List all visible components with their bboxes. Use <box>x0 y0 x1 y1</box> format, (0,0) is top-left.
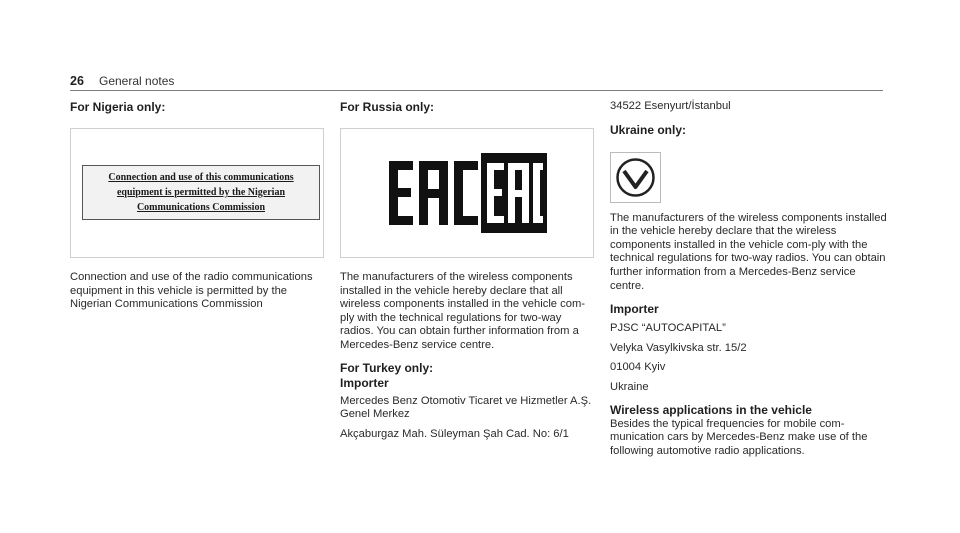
nigeria-notice-line: equipment is permitted by the Nigerian <box>116 187 286 198</box>
turkey-importer-address: Akçaburgaz Mah. Süleyman Şah Cad. No: 6/1 <box>340 427 569 440</box>
turkey-heading: For Turkey only: <box>340 360 434 375</box>
section-title: General notes <box>99 74 175 88</box>
wireless-text: Besides the typical frequencies for mobile com-munication cars by Mercedes-Benz make use of the following automotive radio applications. <box>610 417 868 457</box>
ukraine-importer-line: 01004 Kyiv <box>610 361 666 374</box>
ukraine-importer-heading: Importer <box>610 302 659 317</box>
wireless-heading: Wireless applications in the vehicle <box>610 402 812 417</box>
ukraine-heading: Ukraine only: <box>610 122 687 137</box>
ukraine-mark-image <box>610 152 661 203</box>
ukraine-importer-line: Ukraine <box>610 380 649 393</box>
eac-mark-image <box>340 128 594 258</box>
turkey-importer-heading: Importer <box>340 375 389 390</box>
column-russia <box>340 100 594 441</box>
eac-certification-mark-icon <box>389 153 547 233</box>
turkey-importer-name: Mercedes Benz Otomotiv Ticaret ve Hizmetler A.Ş. Genel Merkez <box>340 394 592 421</box>
column-ukraine <box>610 100 890 458</box>
ukraine-conformity-mark-icon <box>615 157 656 198</box>
nigeria-notice-line: Connection and use of this communications <box>108 172 294 183</box>
ukraine-importer-line: PJSC “AUTOCAPITAL” <box>610 322 726 335</box>
header-rule <box>70 90 883 91</box>
turkey-address-continued: 34522 Esenyurt/İstanbul <box>610 100 731 112</box>
ukraine-importer-line: Velyka Vasylkivska str. 15/2 <box>610 341 747 354</box>
column-nigeria <box>70 100 324 312</box>
ukraine-text: The manufacturers of the wireless components installed in the vehicle hereby declare that the wireless components installed in the vehicle com-ply with the technical regulations for two-way radios. You can obtain further information from a Mercedes-Benz service centre. <box>610 211 887 292</box>
nigeria-notice-image <box>70 128 324 258</box>
nigeria-text: Connection and use of the radio communications equipment in this vehicle is permitted by the Nigerian Communications Commission <box>70 271 313 311</box>
nigeria-notice-panel <box>82 165 320 220</box>
russia-heading: For Russia only: <box>340 100 435 114</box>
nigeria-heading: For Nigeria only: <box>70 100 166 114</box>
russia-text: The manufacturers of the wireless components installed in the vehicle hereby declare that all wireless components installed in the vehicle com-ply with the technical regulations for two-way radios. You can obtain further information from a Mercedes-Benz service centre. <box>340 271 585 351</box>
nigeria-notice-line: Communications Commission <box>136 202 266 213</box>
page-header <box>70 74 883 90</box>
page-number: 26 <box>70 74 84 88</box>
